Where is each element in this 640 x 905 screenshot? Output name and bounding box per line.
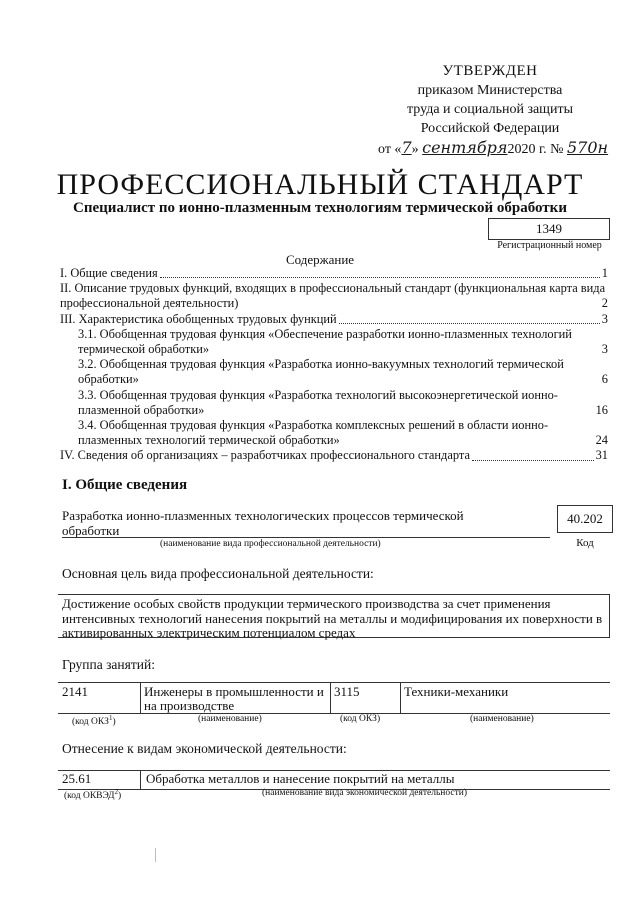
okved-name: Обработка металлов и нанесение покрытий на металлы	[146, 771, 455, 786]
toc-item-page: 31	[595, 448, 608, 463]
date-prefix: от «	[378, 142, 402, 157]
registration-number-label: Регистрационный номер	[497, 240, 602, 251]
goal-label: Основная цель вида профессиональной деятельности:	[62, 566, 374, 581]
contents-title: Содержание	[285, 252, 355, 267]
toc-leader	[160, 277, 600, 278]
toc-item-text: 3.2. Обобщенная трудовая функция «Разработка ионно-вакуумных технологий термической обработки»	[78, 357, 564, 387]
toc-item-page: 6	[601, 372, 608, 387]
approval-block	[378, 62, 609, 159]
okved-table	[58, 770, 610, 790]
toc-item[interactable]	[60, 266, 608, 281]
handwritten-day: 7	[401, 138, 412, 157]
okz-code-caption	[72, 714, 116, 727]
footnote-mark: 1	[108, 714, 113, 722]
toc-leader	[472, 460, 594, 461]
okz-name-1: Инженеры в промышленности и на производстве	[144, 684, 324, 713]
scan-mark	[155, 848, 156, 862]
document-subtitle: Специалист по ионно-плазменным технологиям термической обработки	[73, 200, 567, 216]
okz-code2-caption: (код ОКЗ)	[340, 714, 381, 724]
toc-item-text: IV. Сведения об организациях – разработчиках профессионального стандарта	[60, 448, 470, 463]
section-heading: I. Общие сведения	[62, 477, 188, 493]
okved-code-caption	[64, 788, 121, 801]
footnote-mark: 2	[114, 788, 118, 796]
caption-text: )	[112, 717, 116, 728]
date-mid: »	[411, 142, 419, 157]
okz-name-2: Техники-механики	[404, 684, 509, 699]
toc-item-text: II. Описание трудовых функций, входящих в профессиональный стандарт (функциональная карта вида профессиональной деятельности)	[60, 281, 606, 311]
toc-item-text: I. Общие сведения	[60, 266, 158, 280]
toc-item-page: 24	[595, 433, 608, 448]
okz-name-caption: (наименование)	[198, 714, 262, 724]
toc-item[interactable]	[60, 448, 608, 463]
approval-line-2: приказом Министерства	[417, 83, 563, 98]
toc-leader	[339, 323, 600, 324]
handwritten-number: 570н	[567, 138, 609, 157]
caption-text: (код ОКЗ	[72, 717, 109, 728]
toc-item-text: 3.1. Обобщенная трудовая функция «Обеспечение разработки ионно-плазменных технологий термической обработки»	[78, 326, 572, 357]
date-year: 2020 г. №	[507, 142, 564, 157]
okved-label: Отнесение к видам экономической деятельности:	[62, 741, 347, 756]
table-divider	[140, 771, 141, 789]
toc-item-page: 2	[601, 296, 608, 311]
approval-heading: УТВЕРЖДЕН	[442, 63, 538, 79]
toc-item-page: 3	[601, 342, 608, 357]
approval-line-4: Российской Федерации	[420, 121, 560, 136]
occupation-group-label: Группа занятий:	[62, 657, 155, 672]
approval-date-line	[378, 138, 609, 159]
occupation-group-table	[58, 682, 610, 714]
toc-item[interactable]	[60, 281, 608, 311]
goal-text-box: Достижение особых свойств продукции термического производства за счет применения интенсивных технологий нанесения покрытий на металлы и модифицирования их поверхности в активированных электрическим потенциалом средах	[58, 594, 610, 638]
toc-item[interactable]	[60, 327, 608, 357]
document-title: ПРОФЕССИОНАЛЬНЫЙ СТАНДАРТ	[56, 168, 584, 201]
toc-item[interactable]	[60, 418, 608, 448]
activity-kind-value: Разработка ионно-плазменных технологических процессов термической обработки	[62, 508, 464, 538]
okz-code-1: 2141	[62, 684, 88, 699]
activity-code-label: Код	[576, 537, 594, 549]
okved-name-caption: (наименование вида экономической деятельности)	[262, 788, 467, 798]
caption-text: (код ОКВЭД	[64, 791, 115, 802]
okz-code-2: 3115	[334, 684, 360, 699]
toc-item-text: 3.3. Обобщенная трудовая функция «Разработка технологий высокоэнергетической ионно-плазменной обработки»	[78, 387, 558, 417]
caption-text: )	[117, 791, 122, 802]
activity-kind-caption: (наименование вида профессиональной деятельности)	[160, 539, 381, 549]
toc-item[interactable]	[60, 388, 608, 418]
toc-item-page: 1	[601, 266, 608, 280]
toc-item[interactable]	[60, 312, 608, 327]
toc-item-text: 3.4. Обобщенная трудовая функция «Разработка комплексных решений в области ионно-плазменных технологий термической обработки»	[78, 418, 549, 448]
okz-name2-caption: (наименование)	[470, 714, 534, 724]
toc-item[interactable]	[60, 357, 608, 387]
handwritten-month: сентября	[422, 138, 508, 157]
toc-item-text: III. Характеристика обобщенных трудовых функций	[60, 311, 337, 326]
registration-number-box: 1349	[488, 218, 610, 240]
approval-line-3: труда и социальной защиты	[407, 102, 573, 117]
activity-kind-underline	[62, 537, 550, 538]
table-of-contents	[60, 266, 608, 464]
okved-code: 25.61	[62, 771, 92, 786]
toc-item-page: 3	[601, 311, 608, 326]
toc-item-page: 16	[595, 402, 608, 417]
activity-code-box: 40.202	[557, 505, 613, 533]
